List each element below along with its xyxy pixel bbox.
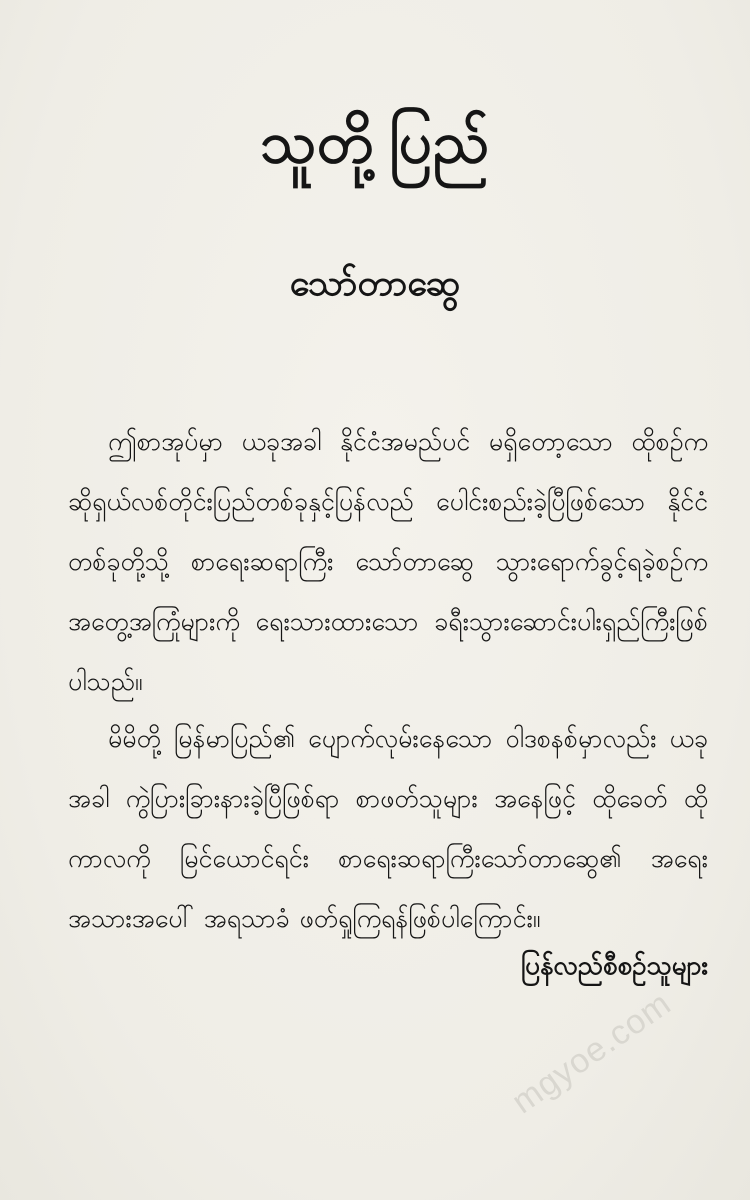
book-title: သူတို့ပြည် (259, 108, 491, 176)
watermark: mgyoe.com (505, 984, 679, 1122)
signature: ပြန်လည်စီစဉ်သူများ (520, 951, 708, 981)
author-name: သော်တာဆွေ (289, 263, 461, 304)
paragraph-1 (68, 412, 708, 712)
paragraph-2 (68, 709, 708, 949)
paragraph-1-text: ဤစာအုပ်မှာ ယခုအခါ နိုင်ငံအမည်ပင် မရှိတော့သော ထိုစဉ်က ဆိုရှယ်လစ်တိုင်းပြည်တစ်ခုနှင့်ပြန်လည် ပေါင်းစည်းခဲ့ပြီဖြစ်သော နိုင်ငံတစ်ခုတို့သို့ စာရေးဆရာကြီး သော်တာဆွေ သွားရောက်ခွင့်ရခဲ့စဉ်က အတွေ့အကြုံများကို ရေးသားထားသော ခရီးသွားဆောင်းပါးရှည်ကြီးဖြစ်ပါသည်။ (68, 427, 708, 696)
paragraph-2-text: မိမိတို့ မြန်မာပြည်၏ ပျောက်လုမ်းနေသော ဝါဒစနစ်မှာလည်း ယခုအခါ ကွဲပြားခြားနားခဲ့ပြီဖြစ်ရာ စာဖတ်သူများ အနေဖြင့် ထိုခေတ် ထိုကာလကို မြင်ယောင်ရင်း စာရေးဆရာကြီးသော်တာဆွေ၏ အရေးအသားအပေါ် အရသာခံ ဖတ်ရှုကြရန်ဖြစ်ပါကြောင်း။ (68, 724, 708, 933)
